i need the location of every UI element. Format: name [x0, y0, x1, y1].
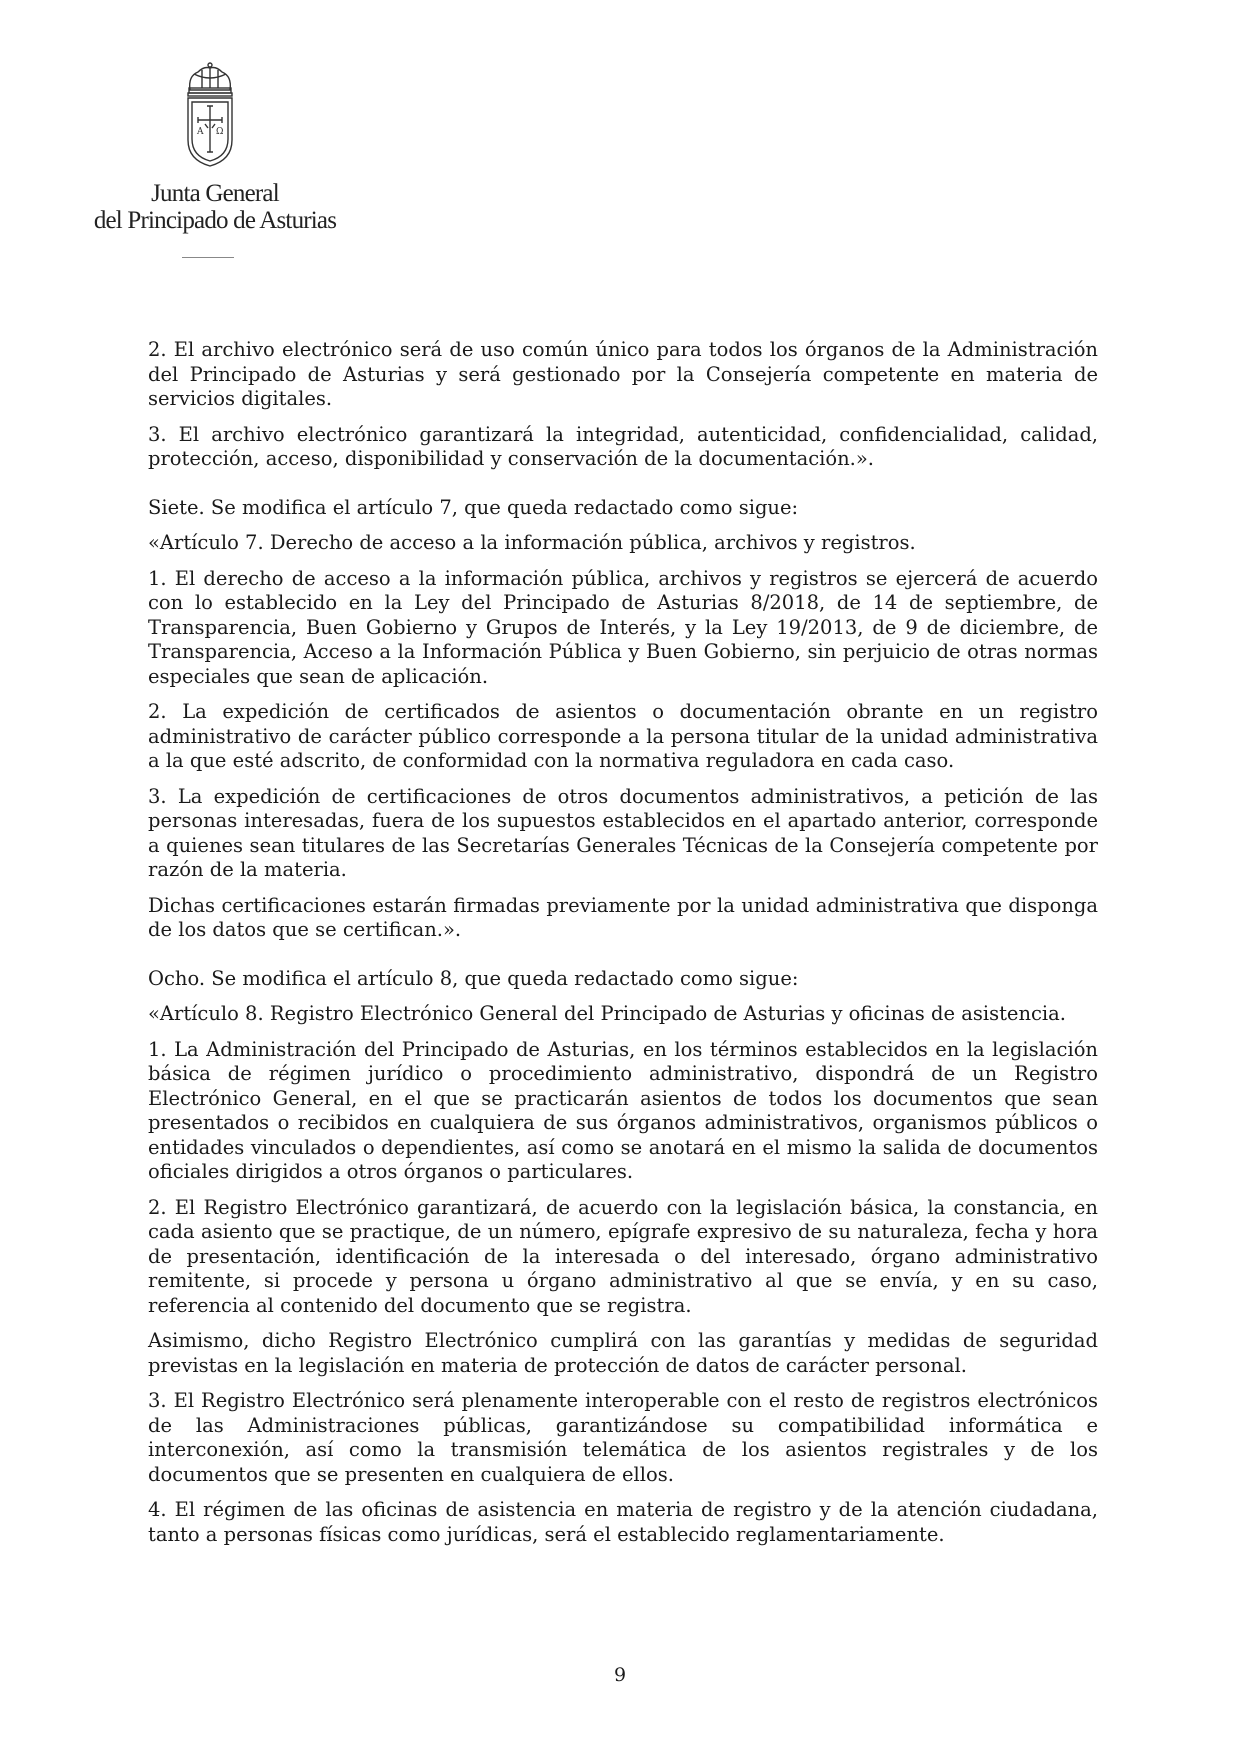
paragraph-articulo-7-1: 1. El derecho de acceso a la información pública, archivos y registros se ejercerá de acuerdo con lo establecido en la Ley del Principado de Asturias 8/2018, de 14 de septiembre, de Transparencia, Buen Gobierno y Grupos de Interés, y la Ley 19/2013, de 9 de diciembre, de Transparencia, Acceso a la Información Pública y Buen Gobierno, sin perjuicio de otras normas especiales que sean de aplicación.	[148, 566, 1098, 688]
paragraph-articulo-8-heading: «Artículo 8. Registro Electrónico General del Principado de Asturias y oficinas de asistencia.	[148, 1002, 1066, 1025]
header-rule	[182, 257, 234, 258]
paragraph-dichas-certificaciones: Dichas certificaciones estarán firmadas previamente por la unidad administrativa que disponga de los datos que se certifican.».	[148, 893, 1098, 941]
svg-text:Ω: Ω	[216, 127, 224, 137]
paragraph-archivo-3: 3. El archivo electrónico garantizará la integridad, autenticidad, confidencialidad, calidad, protección, acceso, disponibilidad y conservación de la documentación.».	[148, 422, 1098, 470]
paragraph-articulo-8-4: 4. El régimen de las oficinas de asistencia en materia de registro y de la atención ciudadana, tanto a personas físicas como jurídicas, será el establecido reglamentariamente.	[148, 1498, 1098, 1546]
paragraph-articulo-8-2: 2. El Registro Electrónico garantizará, de acuerdo con la legislación básica, la constancia, en cada asiento que se practique, de un número, epígrafe expresivo de su naturaleza, fecha y hora de presentación, identificación de la interesada o del interesado, órgano administrativo remitente, si procede y persona u órgano administrativo al que se envía, y en su caso, referencia al contenido del documento que se registra.	[148, 1195, 1098, 1317]
institution-line-1: Junta General	[151, 180, 279, 207]
paragraph-ocho: Ocho. Se modifica el artículo 8, que queda redactado como sigue:	[148, 966, 799, 990]
paragraph-articulo-8-1: 1. La Administración del Principado de Asturias, en los términos establecidos en la legislación básica de régimen jurídico o procedimiento administrativo, dispondrá de un Registro Electrónico General, en el que se practicarán asientos de todos los documentos que sean presentados o recibidos en cualquiera de sus órganos administrativos, organismos públicos o entidades vinculados o dependientes, así como se anotará en el mismo la salida de documentos oficiales dirigidos a otros órganos o particulares.	[148, 1037, 1098, 1183]
coat-of-arms-icon	[178, 62, 242, 172]
paragraph-asimismo: Asimismo, dicho Registro Electrónico cumplirá con las garantías y medidas de seguridad previstas en la legislación en materia de protección de datos de carácter personal.	[148, 1329, 1098, 1377]
paragraph-archivo-2: 2. El archivo electrónico será de uso común único para todos los órganos de la Administración del Principado de Asturias y será gestionado por la Consejería competente en materia de servicios digitales.	[148, 338, 1098, 410]
institution-line-2: del Principado de Asturias	[93, 207, 337, 234]
page-number: 9	[613, 1664, 627, 1686]
document-body	[148, 338, 1098, 1558]
paragraph-articulo-7-heading: «Artículo 7. Derecho de acceso a la información pública, archivos y registros.	[148, 531, 916, 554]
paragraph-articulo-7-2: 2. La expedición de certificados de asientos o documentación obrante en un registro administrativo de carácter público corresponde a la persona titular de la unidad administrativa a la que esté adscrito, de conformidad con la normativa reguladora en cada caso.	[148, 700, 1098, 772]
paragraph-siete: Siete. Se modifica el artículo 7, que queda redactado como sigue:	[148, 495, 799, 519]
institution-name	[90, 180, 340, 234]
svg-text:A: A	[197, 127, 204, 137]
paragraph-articulo-8-3: 3. El Registro Electrónico será plenamente interoperable con el resto de registros electrónicos de las Administraciones públicas, garantizándose su compatibilidad informática e interconexión, así como la transmisión telemática de los asientos registrales y de los documentos que se presenten en cualquiera de ellos.	[148, 1389, 1098, 1486]
paragraph-articulo-7-3: 3. La expedición de certificaciones de otros documentos administrativos, a petición de las personas interesadas, fuera de los supuestos establecidos en el apartado anterior, corresponde a quienes sean titulares de las Secretarías Generales Técnicas de la Consejería competente por razón de la materia.	[148, 784, 1098, 881]
